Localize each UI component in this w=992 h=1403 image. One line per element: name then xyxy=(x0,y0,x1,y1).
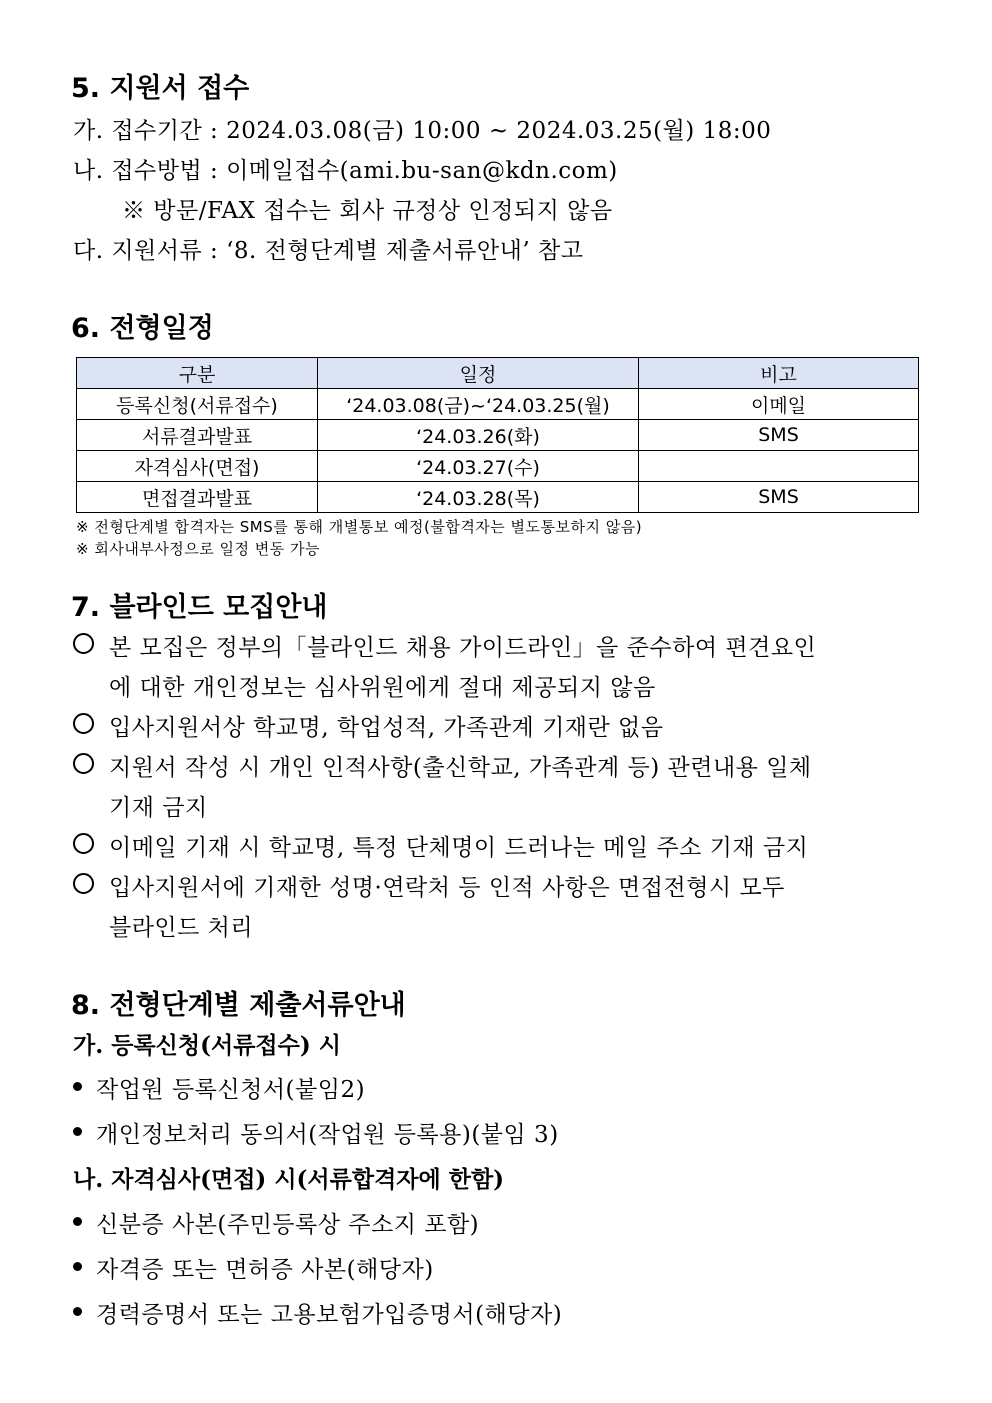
table-cell: SMS xyxy=(639,420,919,451)
doc-item: 경력증명서 또는 고용보험가입증명서(해당자) xyxy=(96,1302,563,1328)
blind-item-5b: 블라인드 처리 xyxy=(109,915,254,941)
column-header: 비고 xyxy=(639,358,919,389)
section6-heading: 6. 전형일정 xyxy=(71,313,214,344)
section5-notice: ※ 방문/FAX 접수는 회사 규정상 인정되지 않음 xyxy=(122,198,613,224)
table-cell: 이메일 xyxy=(639,389,919,420)
table-row xyxy=(77,420,919,451)
table-cell: ‘24.03.08(금)~‘24.03.25(월) xyxy=(318,389,639,420)
circle-bullet-icon xyxy=(73,713,94,734)
section8-heading: 8. 전형단계별 제출서류안내 xyxy=(71,990,406,1021)
blind-item-2: 입사지원서상 학교명, 학업성적, 가족관계 기재란 없음 xyxy=(109,715,664,741)
table-row xyxy=(77,389,919,420)
section8-subheading-1: 가. 등록신청(서류접수) 시 xyxy=(73,1032,341,1059)
circle-bullet-icon xyxy=(73,753,94,774)
section5-heading: 5. 지원서 접수 xyxy=(71,73,250,104)
table-cell: ‘24.03.27(수) xyxy=(318,451,639,482)
circle-bullet-icon xyxy=(73,833,94,854)
circle-bullet-icon xyxy=(73,873,94,894)
schedule-note-1: ※ 전형단계별 합격자는 SMS를 통해 개별통보 예정(불합격자는 별도통보하지 않음) xyxy=(76,518,643,536)
column-header: 구분 xyxy=(77,358,318,389)
blind-item-3b: 기재 금지 xyxy=(109,795,208,821)
schedule-note-2: ※ 회사내부사정으로 일정 변동 가능 xyxy=(76,540,321,558)
section7-heading: 7. 블라인드 모집안내 xyxy=(71,592,328,623)
table-cell: ‘24.03.28(목) xyxy=(318,482,639,513)
doc-item: 자격증 또는 면허증 사본(해당자) xyxy=(96,1257,434,1283)
doc-item: 개인정보처리 동의서(작업원 등록용)(붙임 3) xyxy=(96,1122,559,1148)
table-cell xyxy=(639,451,919,482)
blind-item-1a: 본 모집은 정부의「블라인드 채용 가이드라인」을 준수하여 편견요인 xyxy=(109,635,817,661)
table-cell: 면접결과발표 xyxy=(77,482,318,513)
section5-method: 나. 접수방법 : 이메일접수(ami.bu-san@kdn.com) xyxy=(73,158,618,184)
dot-bullet-icon xyxy=(73,1082,82,1091)
table-cell: ‘24.03.26(화) xyxy=(318,420,639,451)
table-row xyxy=(77,482,919,513)
table-cell: 자격심사(면접) xyxy=(77,451,318,482)
table-cell: 등록신청(서류접수) xyxy=(77,389,318,420)
section5-documents: 다. 지원서류 : ‘8. 전형단계별 제출서류안내’ 참고 xyxy=(73,238,584,264)
table-header-row xyxy=(77,358,919,389)
section5-period: 가. 접수기간 : 2024.03.08(금) 10:00 ~ 2024.03.25(월) 18:00 xyxy=(73,118,772,144)
table-cell: SMS xyxy=(639,482,919,513)
blind-item-4: 이메일 기재 시 학교명, 특정 단체명이 드러나는 메일 주소 기재 금지 xyxy=(109,835,809,861)
doc-item: 작업원 등록신청서(붙임2) xyxy=(96,1077,366,1103)
dot-bullet-icon xyxy=(73,1307,82,1316)
schedule-table xyxy=(76,357,919,513)
dot-bullet-icon xyxy=(73,1127,82,1136)
table-row xyxy=(77,451,919,482)
dot-bullet-icon xyxy=(73,1262,82,1271)
section8-subheading-2: 나. 자격심사(면접) 시(서류합격자에 한함) xyxy=(73,1166,505,1193)
blind-item-5a: 입사지원서에 기재한 성명·연락처 등 인적 사항은 면접전형시 모두 xyxy=(109,875,785,901)
circle-bullet-icon xyxy=(73,633,94,654)
dot-bullet-icon xyxy=(73,1217,82,1226)
column-header: 일정 xyxy=(318,358,639,389)
doc-item: 신분증 사본(주민등록상 주소지 포함) xyxy=(96,1212,480,1238)
blind-item-1b: 에 대한 개인정보는 심사위원에게 절대 제공되지 않음 xyxy=(109,675,656,701)
blind-item-3a: 지원서 작성 시 개인 인적사항(출신학교, 가족관계 등) 관련내용 일체 xyxy=(109,755,812,781)
table-cell: 서류결과발표 xyxy=(77,420,318,451)
